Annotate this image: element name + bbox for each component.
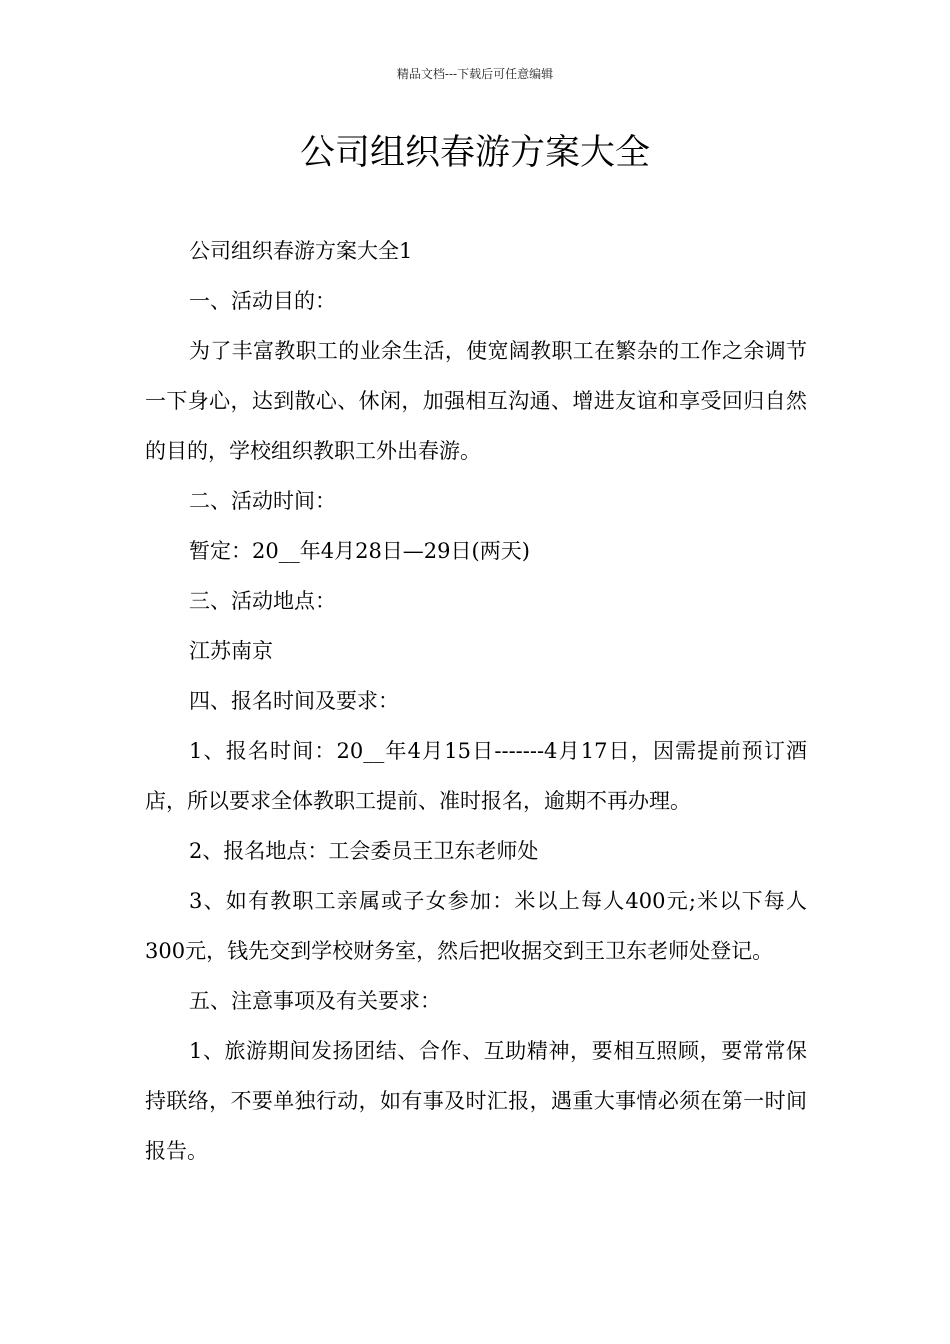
paragraph-registration-place: 2、报名地点：工会委员王卫东老师处 [189,839,539,863]
paragraph-section-heading: 公司组织春游方案大全1 [189,239,413,263]
paragraph-time-text: 暂定：20__年4月28日—29日(两天) [189,539,530,563]
header-note: 精品文档---下载后可任意编辑 [396,67,554,81]
document-title: 公司组织春游方案大全 [299,133,650,173]
paragraph-location-heading: 三、活动地点： [189,589,336,613]
paragraph-registration-time: 1、报名时间：20__年4月15日-------4月17日，因需提前预订酒店，所以要求全体教职工提前、准时报名，逾期不再办理。 [145,739,807,813]
paragraph-time-heading: 二、活动时间： [189,489,336,513]
document-body [145,226,807,1176]
paragraph-purpose-heading: 一、活动目的： [189,289,336,313]
paragraph-purpose-text: 为了丰富教职工的业余生活，使宽阔教职工在繁杂的工作之余调节一下身心，达到散心、休闲，加强相互沟通、增进友谊和享受回归自然的目的，学校组织教职工外出春游。 [145,339,807,463]
paragraph-registration-heading: 四、报名时间及要求： [189,689,399,713]
paragraph-registration-fee: 3、如有教职工亲属或子女参加：米以上每人400元;米以下每人300元，钱先交到学校财务室，然后把收据交到王卫东老师处登记。 [145,889,807,963]
paragraph-notes-item-1: 1、旅游期间发扬团结、合作、互助精神，要相互照顾，要常常保持联络，不要单独行动，如有事及时汇报，遇重大事情必须在第一时间报告。 [145,1039,807,1163]
paragraph-notes-heading: 五、注意事项及有关要求： [189,989,441,1013]
paragraph-location-text: 江苏南京 [189,639,273,663]
